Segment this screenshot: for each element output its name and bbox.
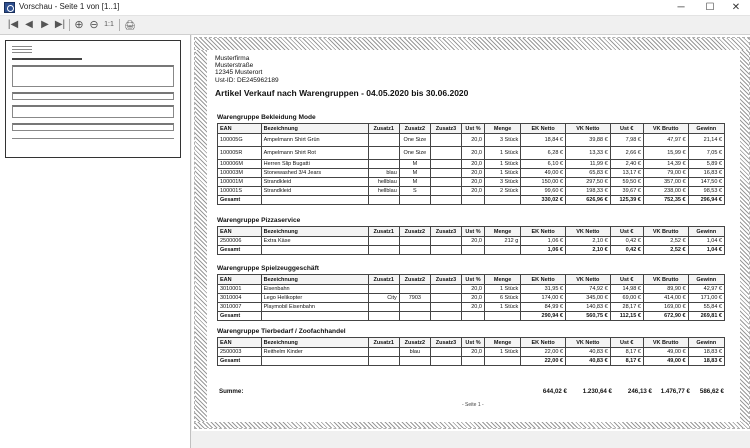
total-cell: Gesamt: [218, 246, 262, 255]
total-cell: 0,42 €: [610, 246, 643, 255]
group-table: [217, 274, 725, 321]
table-cell: 2,10 €: [565, 237, 610, 246]
app-icon: [4, 2, 15, 13]
table-cell: 100001S: [218, 187, 262, 196]
column-header: Zusatz1: [368, 338, 399, 348]
table-row: [218, 294, 725, 303]
total-cell: [368, 196, 399, 205]
total-cell: 269,81 €: [688, 312, 724, 321]
table-cell: 99,60 €: [521, 187, 566, 196]
total-cell: [462, 246, 485, 255]
table-cell: 20,0: [462, 160, 485, 169]
print-button[interactable]: 🖨: [124, 20, 136, 30]
table-cell: 140,83 €: [565, 303, 610, 312]
table-cell: Strandkleid: [261, 178, 368, 187]
table-cell: 2,40 €: [610, 160, 643, 169]
column-header: Zusatz2: [399, 124, 430, 134]
table-cell: 20,0: [462, 134, 485, 147]
column-header: VK Netto: [565, 227, 610, 237]
table-cell: 100006M: [218, 160, 262, 169]
table-row: [218, 160, 725, 169]
close-button[interactable]: ✕: [731, 2, 741, 13]
table-cell: 39,88 €: [565, 134, 610, 147]
table-header-row: [218, 275, 725, 285]
report-page: [194, 37, 750, 429]
table-cell: 1,06 €: [521, 237, 566, 246]
thumbnail-pane: [0, 35, 191, 448]
column-header: Ust €: [610, 338, 643, 348]
table-cell: 15,99 €: [643, 147, 688, 160]
column-header: Gewinn: [688, 275, 724, 285]
table-cell: 7903: [399, 294, 430, 303]
total-cell: 125,39 €: [610, 196, 643, 205]
total-row: [218, 312, 725, 321]
column-header: VK Netto: [565, 124, 610, 134]
column-header: Ust €: [610, 227, 643, 237]
total-cell: Gesamt: [218, 357, 262, 366]
group-title: Warengruppe Pizzaservice: [217, 217, 301, 224]
total-cell: [261, 312, 368, 321]
table-cell: [430, 169, 461, 178]
column-header: Bezeichnung: [261, 227, 368, 237]
total-row: [218, 357, 725, 366]
table-cell: 13,33 €: [565, 147, 610, 160]
table-cell: Stonewashed 3/4 Jears: [261, 169, 368, 178]
page-border-hatch: [195, 422, 749, 428]
page-border-hatch: [740, 50, 749, 422]
toolbar: [0, 16, 750, 35]
total-cell: [462, 357, 485, 366]
table-row: [218, 187, 725, 196]
table-cell: 6,10 €: [521, 160, 566, 169]
status-bar: [192, 432, 750, 448]
table-cell: Extra Käse: [261, 237, 368, 246]
total-cell: [261, 357, 368, 366]
table-cell: S: [399, 187, 430, 196]
table-cell: 150,00 €: [521, 178, 566, 187]
report-title: Artikel Verkauf nach Warengruppen - 04.05.2020 bis 30.06.2020: [215, 88, 469, 98]
column-header: Zusatz1: [368, 227, 399, 237]
total-cell: 560,75 €: [565, 312, 610, 321]
total-row: [218, 246, 725, 255]
table-cell: Strandkleid: [261, 187, 368, 196]
zoom-out-button[interactable]: ⊖: [89, 19, 99, 31]
table-cell: 0,42 €: [610, 237, 643, 246]
table-cell: 84,99 €: [521, 303, 566, 312]
column-header: Gewinn: [688, 124, 724, 134]
page-footer: - Seite 1 -: [462, 402, 484, 408]
table-cell: 14,39 €: [643, 160, 688, 169]
table-cell: 98,53 €: [688, 187, 724, 196]
total-cell: [484, 246, 520, 255]
last-page-button[interactable]: ▶|: [54, 19, 66, 30]
table-cell: M: [399, 178, 430, 187]
table-cell: 171,00 €: [688, 294, 724, 303]
table-cell: 3 Stück: [484, 134, 520, 147]
column-header: VK Brutto: [643, 275, 688, 285]
table-row: [218, 237, 725, 246]
company-ust-id: Ust-ID: DE245962189: [215, 76, 279, 84]
total-cell: [399, 246, 430, 255]
table-cell: 69,00 €: [610, 294, 643, 303]
table-cell: 31,95 €: [521, 285, 566, 294]
column-header: VK Brutto: [643, 227, 688, 237]
summe-ust: 246,13 €: [627, 388, 652, 395]
table-cell: 1 Stück: [484, 160, 520, 169]
column-header: Menge: [484, 124, 520, 134]
table-cell: 47,97 €: [643, 134, 688, 147]
table-cell: [368, 134, 399, 147]
total-cell: [261, 196, 368, 205]
total-cell: [430, 312, 461, 321]
page-border-hatch: [195, 50, 207, 422]
table-cell: 40,83 €: [565, 348, 610, 357]
table-cell: [430, 285, 461, 294]
table-cell: [430, 237, 461, 246]
table-row: [218, 134, 725, 147]
column-header: EK Netto: [521, 275, 566, 285]
column-header: Menge: [484, 227, 520, 237]
table-cell: Playmobil Eisenbahn: [261, 303, 368, 312]
column-header: Zusatz1: [368, 275, 399, 285]
total-cell: 22,00 €: [521, 357, 566, 366]
column-header: EAN: [218, 124, 262, 134]
table-cell: [368, 285, 399, 294]
table-cell: [430, 160, 461, 169]
total-cell: 112,15 €: [610, 312, 643, 321]
total-cell: [430, 246, 461, 255]
table-cell: 7,98 €: [610, 134, 643, 147]
table-cell: 198,33 €: [565, 187, 610, 196]
table-cell: 20,0: [462, 303, 485, 312]
maximize-button[interactable]: ☐: [705, 2, 715, 13]
total-cell: 752,35 €: [643, 196, 688, 205]
table-cell: City: [368, 294, 399, 303]
table-cell: [399, 303, 430, 312]
total-cell: [399, 196, 430, 205]
total-cell: [261, 246, 368, 255]
column-header: EK Netto: [521, 338, 566, 348]
table-cell: 100005G: [218, 134, 262, 147]
table-cell: hellblau: [368, 187, 399, 196]
total-cell: [430, 196, 461, 205]
table-cell: Herren Slip Bugatti: [261, 160, 368, 169]
total-cell: Gesamt: [218, 196, 262, 205]
table-cell: 1 Stück: [484, 169, 520, 178]
prev-page-button[interactable]: ◀: [25, 19, 33, 30]
table-cell: 357,00 €: [643, 178, 688, 187]
table-cell: 147,50 €: [688, 178, 724, 187]
summe-label: Summe:: [219, 388, 244, 395]
table-cell: 59,50 €: [610, 178, 643, 187]
table-cell: [430, 187, 461, 196]
total-cell: 626,96 €: [565, 196, 610, 205]
group-title: Warengruppe Spielzeuggeschäft: [217, 265, 319, 272]
column-header: VK Netto: [565, 275, 610, 285]
column-header: Ust %: [462, 227, 485, 237]
table-cell: 2 Stück: [484, 187, 520, 196]
total-cell: 672,90 €: [643, 312, 688, 321]
column-header: Menge: [484, 338, 520, 348]
table-cell: [368, 303, 399, 312]
table-row: [218, 348, 725, 357]
table-cell: [399, 237, 430, 246]
column-header: EK Netto: [521, 227, 566, 237]
total-cell: 1,04 €: [688, 246, 724, 255]
table-cell: 42,97 €: [688, 285, 724, 294]
total-cell: Gesamt: [218, 312, 262, 321]
table-cell: 39,67 €: [610, 187, 643, 196]
table-cell: 11,99 €: [565, 160, 610, 169]
column-header: VK Netto: [565, 338, 610, 348]
total-cell: 8,17 €: [610, 357, 643, 366]
total-cell: 1,06 €: [521, 246, 566, 255]
first-page-button[interactable]: |◀: [7, 19, 19, 30]
table-cell: 20,0: [462, 348, 485, 357]
summe-vk: 1.230,64 €: [582, 388, 612, 395]
table-cell: 21,14 €: [688, 134, 724, 147]
group-table: [217, 337, 725, 366]
table-cell: 212 g: [484, 237, 520, 246]
group-table: [217, 226, 725, 255]
table-cell: Reithelm Kinder: [261, 348, 368, 357]
table-cell: 1,04 €: [688, 237, 724, 246]
total-cell: [368, 246, 399, 255]
table-cell: One Size: [399, 147, 430, 160]
group-title: Warengruppe Bekleidung Mode: [217, 114, 316, 121]
table-cell: [399, 285, 430, 294]
table-cell: [430, 294, 461, 303]
table-cell: Lego Helikopter: [261, 294, 368, 303]
preview-area[interactable]: [192, 35, 750, 431]
page-border-hatch: [195, 38, 749, 50]
column-header: Zusatz3: [430, 124, 461, 134]
table-cell: [368, 237, 399, 246]
table-cell: 20,0: [462, 178, 485, 187]
column-header: EAN: [218, 338, 262, 348]
table-cell: 2500006: [218, 237, 262, 246]
company-city: 12345 Musterort: [215, 69, 263, 77]
table-cell: One Size: [399, 134, 430, 147]
table-cell: 13,17 €: [610, 169, 643, 178]
table-row: [218, 147, 725, 160]
table-cell: 20,0: [462, 169, 485, 178]
window-title: Vorschau - Seite 1 von [1..1]: [19, 2, 120, 11]
table-cell: 3010001: [218, 285, 262, 294]
column-header: Ust €: [610, 275, 643, 285]
table-cell: 8,17 €: [610, 348, 643, 357]
table-cell: 20,0: [462, 237, 485, 246]
table-cell: [368, 160, 399, 169]
table-row: [218, 178, 725, 187]
table-header-row: [218, 227, 725, 237]
table-cell: [430, 348, 461, 357]
table-cell: 3010004: [218, 294, 262, 303]
column-header: Bezeichnung: [261, 275, 368, 285]
column-header: Zusatz3: [430, 227, 461, 237]
table-cell: 14,98 €: [610, 285, 643, 294]
total-cell: 40,83 €: [565, 357, 610, 366]
table-header-row: [218, 338, 725, 348]
column-header: Menge: [484, 275, 520, 285]
table-cell: 18,84 €: [521, 134, 566, 147]
column-header: Zusatz1: [368, 124, 399, 134]
table-cell: 169,00 €: [643, 303, 688, 312]
total-cell: 330,02 €: [521, 196, 566, 205]
table-cell: 100001M: [218, 178, 262, 187]
table-cell: [430, 147, 461, 160]
company-name: Musterfirma: [215, 55, 250, 62]
column-header: VK Brutto: [643, 338, 688, 348]
minimize-button[interactable]: ─: [677, 2, 685, 13]
table-cell: 74,92 €: [565, 285, 610, 294]
total-cell: 2,10 €: [565, 246, 610, 255]
table-cell: Ampelmann Shirt Rot: [261, 147, 368, 160]
table-cell: 6 Stück: [484, 294, 520, 303]
table-cell: blau: [368, 169, 399, 178]
table-cell: blau: [399, 348, 430, 357]
table-cell: [368, 147, 399, 160]
total-cell: [368, 357, 399, 366]
column-header: EAN: [218, 227, 262, 237]
table-cell: 297,50 €: [565, 178, 610, 187]
zoom-in-button[interactable]: ⊕: [74, 19, 84, 31]
table-cell: 2500003: [218, 348, 262, 357]
column-header: EAN: [218, 275, 262, 285]
table-cell: 89,90 €: [643, 285, 688, 294]
column-header: Ust %: [462, 124, 485, 134]
column-header: Gewinn: [688, 227, 724, 237]
table-cell: 20,0: [462, 285, 485, 294]
table-cell: 1 Stück: [484, 147, 520, 160]
table-cell: 100003M: [218, 169, 262, 178]
total-cell: [484, 196, 520, 205]
summe-gewinn: 586,62 €: [699, 388, 724, 395]
total-cell: [484, 357, 520, 366]
company-address: [215, 55, 279, 84]
total-cell: [484, 312, 520, 321]
table-cell: 18,83 €: [688, 348, 724, 357]
zoom-reset-button[interactable]: 1:1: [104, 21, 114, 28]
column-header: Zusatz3: [430, 338, 461, 348]
table-cell: 1 Stück: [484, 348, 520, 357]
table-cell: 49,00 €: [521, 169, 566, 178]
table-cell: 100005R: [218, 147, 262, 160]
total-cell: [399, 312, 430, 321]
total-cell: [399, 357, 430, 366]
group-title: Warengruppe Tierbedarf / Zoofachhandel: [217, 328, 346, 335]
table-cell: 22,00 €: [521, 348, 566, 357]
table-row: [218, 285, 725, 294]
toolbar-separator: [69, 19, 70, 31]
next-page-button[interactable]: ▶: [41, 19, 49, 30]
table-cell: 7,05 €: [688, 147, 724, 160]
column-header: VK Brutto: [643, 124, 688, 134]
table-cell: 1 Stück: [484, 285, 520, 294]
table-cell: [430, 303, 461, 312]
table-cell: [430, 134, 461, 147]
table-row: [218, 169, 725, 178]
table-cell: 28,17 €: [610, 303, 643, 312]
table-cell: 345,00 €: [565, 294, 610, 303]
total-cell: [462, 196, 485, 205]
table-cell: 5,89 €: [688, 160, 724, 169]
total-cell: [368, 312, 399, 321]
column-header: Ust €: [610, 124, 643, 134]
table-cell: 6,28 €: [521, 147, 566, 160]
column-header: Zusatz2: [399, 275, 430, 285]
table-cell: Ampelmann Shirt Grün: [261, 134, 368, 147]
table-cell: 2,52 €: [643, 237, 688, 246]
table-row: [218, 303, 725, 312]
table-header-row: [218, 124, 725, 134]
table-cell: 238,00 €: [643, 187, 688, 196]
total-cell: [462, 312, 485, 321]
column-header: Gewinn: [688, 338, 724, 348]
title-bar: [0, 0, 750, 16]
total-cell: 2,52 €: [643, 246, 688, 255]
column-header: Zusatz2: [399, 338, 430, 348]
table-cell: 16,83 €: [688, 169, 724, 178]
total-row: [218, 196, 725, 205]
total-cell: 18,83 €: [688, 357, 724, 366]
table-cell: [430, 178, 461, 187]
table-cell: Eisenbahn: [261, 285, 368, 294]
total-cell: 290,94 €: [521, 312, 566, 321]
column-header: Zusatz3: [430, 275, 461, 285]
table-cell: 79,00 €: [643, 169, 688, 178]
column-header: Bezeichnung: [261, 338, 368, 348]
table-cell: 20,0: [462, 147, 485, 160]
table-cell: 414,00 €: [643, 294, 688, 303]
table-cell: 20,0: [462, 187, 485, 196]
table-cell: [368, 348, 399, 357]
total-cell: 49,00 €: [643, 357, 688, 366]
page-thumbnail[interactable]: [5, 40, 181, 158]
table-cell: 3010007: [218, 303, 262, 312]
table-cell: hellblau: [368, 178, 399, 187]
table-cell: M: [399, 169, 430, 178]
table-cell: 49,00 €: [643, 348, 688, 357]
toolbar-separator: [119, 19, 120, 31]
company-street: Musterstraße: [215, 62, 254, 70]
summe-ek: 644,02 €: [542, 388, 567, 395]
column-header: Ust %: [462, 338, 485, 348]
table-cell: 55,84 €: [688, 303, 724, 312]
column-header: Zusatz2: [399, 227, 430, 237]
column-header: Bezeichnung: [261, 124, 368, 134]
report-content: [207, 50, 740, 422]
column-header: EK Netto: [521, 124, 566, 134]
table-cell: 1 Stück: [484, 303, 520, 312]
table-cell: 20,0: [462, 294, 485, 303]
table-cell: M: [399, 160, 430, 169]
table-cell: 3 Stück: [484, 178, 520, 187]
table-cell: 174,00 €: [521, 294, 566, 303]
table-cell: 65,83 €: [565, 169, 610, 178]
total-cell: 296,94 €: [688, 196, 724, 205]
table-cell: 2,66 €: [610, 147, 643, 160]
total-cell: [430, 357, 461, 366]
column-header: Ust %: [462, 275, 485, 285]
summe-brutto: 1.476,77 €: [660, 388, 690, 395]
group-table: [217, 123, 725, 205]
